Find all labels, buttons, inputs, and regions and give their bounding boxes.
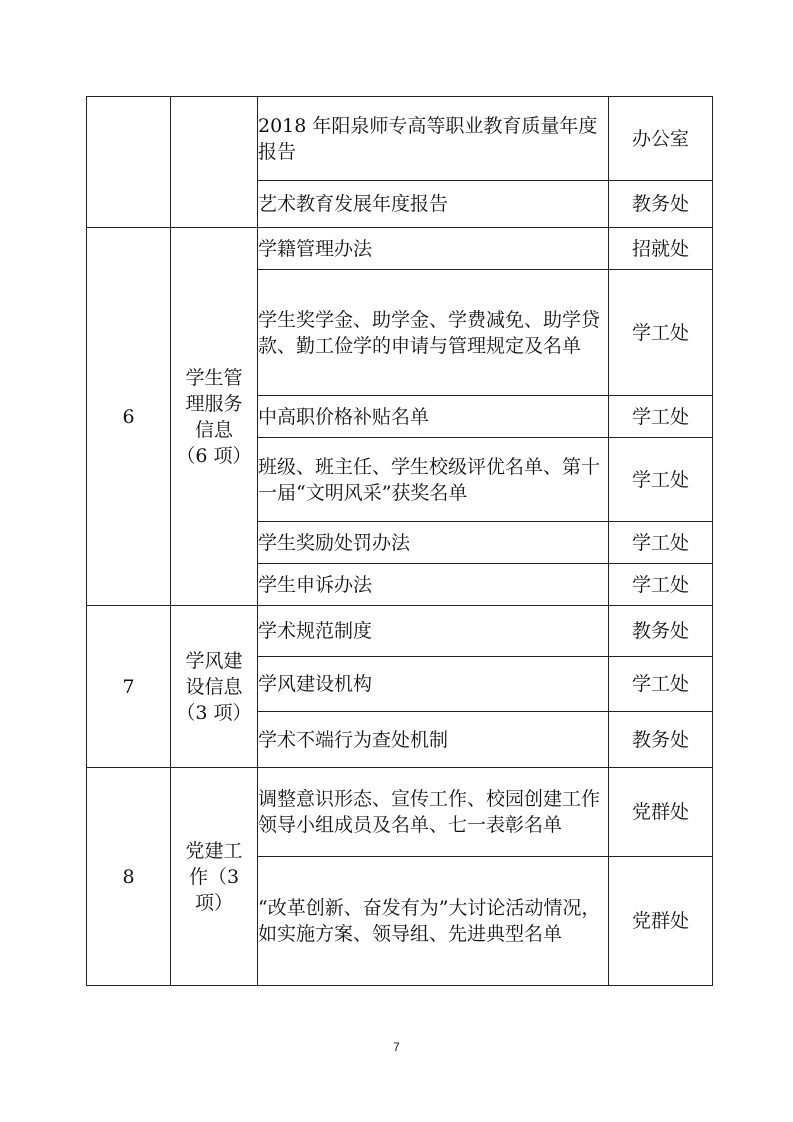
department-cell: 学工处 — [609, 522, 713, 564]
table-row — [87, 228, 713, 270]
department-cell: 教务处 — [609, 181, 713, 228]
category-line: 学风建 — [185, 649, 243, 672]
category-line: 项） — [194, 891, 233, 914]
department-cell: 学工处 — [609, 657, 713, 712]
table-row — [87, 606, 713, 657]
disclosure-table — [86, 96, 713, 986]
category-line: 作（3 — [188, 865, 240, 888]
department-cell: 党群处 — [609, 857, 713, 986]
department-cell: 教务处 — [609, 712, 713, 768]
item-cell: 学生申诉办法 — [258, 564, 609, 606]
item-cell: 学籍管理办法 — [258, 228, 609, 270]
department-cell: 学工处 — [609, 564, 713, 606]
serial-number-cell: 7 — [87, 606, 171, 768]
category-line: 信息 — [194, 418, 233, 441]
item-cell: 学生奖学金、助学金、学费减免、助学贷款、勤工俭学的申请与管理规定及名单 — [258, 270, 609, 396]
item-cell: 学风建设机构 — [258, 657, 609, 712]
item-cell: 中高职价格补贴名单 — [258, 396, 609, 438]
department-cell: 学工处 — [609, 438, 713, 522]
department-cell: 学工处 — [609, 270, 713, 396]
department-cell: 学工处 — [609, 396, 713, 438]
department-cell: 党群处 — [609, 768, 713, 857]
item-cell: 学术不端行为查处机制 — [258, 712, 609, 768]
department-cell: 教务处 — [609, 606, 713, 657]
serial-number-cell — [87, 97, 171, 228]
table-row — [87, 97, 713, 181]
department-cell: 办公室 — [609, 97, 713, 181]
table-row — [87, 768, 713, 857]
serial-number-cell: 8 — [87, 768, 171, 986]
item-cell: 学术规范制度 — [258, 606, 609, 657]
page-number: 7 — [393, 1040, 400, 1054]
category-line: （6 项） — [176, 444, 252, 467]
category-line: 理服务 — [185, 392, 243, 415]
item-cell: 艺术教育发展年度报告 — [258, 181, 609, 228]
item-cell: “改革创新、奋发有为”大讨论活动情况，如实施方案、领导组、先进典型名单 — [258, 857, 609, 986]
category-cell — [171, 768, 258, 986]
item-cell: 学生奖励处罚办法 — [258, 522, 609, 564]
category-line: 学生管 — [185, 366, 243, 389]
item-cell: 班级、班主任、学生校级评优名单、第十一届“文明风采”获奖名单 — [258, 438, 609, 522]
category-line: 设信息 — [185, 675, 243, 698]
category-line: （3 项） — [176, 701, 252, 724]
serial-number-cell: 6 — [87, 228, 171, 606]
category-line: 党建工 — [185, 839, 243, 862]
item-cell: 2018 年阳泉师专高等职业教育质量年度报告 — [258, 97, 609, 181]
category-cell — [171, 606, 258, 768]
category-cell — [171, 97, 258, 228]
category-cell — [171, 228, 258, 606]
item-cell: 调整意识形态、宣传工作、校园创建工作领导小组成员及名单、七一表彰名单 — [258, 768, 609, 857]
department-cell: 招就处 — [609, 228, 713, 270]
